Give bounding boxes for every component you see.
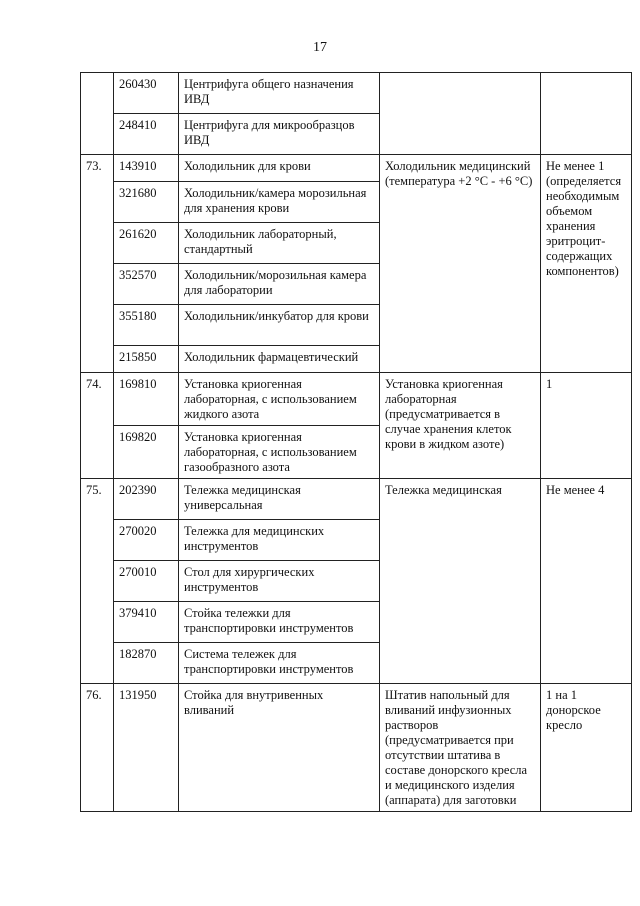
nomenclature-code: 379410: [114, 602, 179, 643]
device-description: Установка криогенная лабораторная (предусматривается в случае хранения клеток крови в жидком азоте): [380, 373, 541, 479]
device-name: Тележка для медицинских инструментов: [179, 520, 380, 561]
device-name: Установка криогенная лабораторная, с использованием газообразного азота: [179, 426, 380, 479]
nomenclature-code: 260430: [114, 73, 179, 114]
nomenclature-code: 169810: [114, 373, 179, 426]
item-number: 74.: [81, 373, 114, 479]
nomenclature-code: 143910: [114, 155, 179, 182]
device-name: Стол для хирургических инструментов: [179, 561, 380, 602]
device-name: Система тележек для транспортировки инструментов: [179, 643, 380, 684]
device-description: Тележка медицинская: [380, 479, 541, 684]
nomenclature-code: 352570: [114, 264, 179, 305]
device-name: Центрифуга общего назначения ИВД: [179, 73, 380, 114]
nomenclature-code: 261620: [114, 223, 179, 264]
quantity: Не менее 1 (определяется необходимым объемом хранения эритроцит-содержащих компонентов): [541, 155, 632, 373]
device-name: Холодильник фармацевтический: [179, 346, 380, 373]
quantity: 1: [541, 373, 632, 479]
item-number: 76.: [81, 684, 114, 812]
device-description: Холодильник медицинский (температура +2 °С - +6 °С): [380, 155, 541, 373]
device-description: Штатив напольный для вливаний инфузионных растворов (предусматривается при отсутствии штатива в составе донорского кресла и медицинского изделия (аппарата) для заготовки: [380, 684, 541, 812]
nomenclature-code: 202390: [114, 479, 179, 520]
device-description: [380, 73, 541, 155]
nomenclature-code: 131950: [114, 684, 179, 812]
device-name: Установка криогенная лабораторная, с использованием жидкого азота: [179, 373, 380, 426]
nomenclature-code: 355180: [114, 305, 179, 346]
device-name: Холодильник для крови: [179, 155, 380, 182]
device-name: Стойка для внутривенных вливаний: [179, 684, 380, 812]
nomenclature-code: 270020: [114, 520, 179, 561]
nomenclature-code: 215850: [114, 346, 179, 373]
device-name: Центрифуга для микрообразцов ИВД: [179, 114, 380, 155]
nomenclature-code: 182870: [114, 643, 179, 684]
equipment-table: [80, 72, 632, 812]
device-name: Тележка медицинская универсальная: [179, 479, 380, 520]
device-name: Стойка тележки для транспортировки инструментов: [179, 602, 380, 643]
nomenclature-code: 321680: [114, 182, 179, 223]
table-row: [81, 155, 632, 182]
table-row: [81, 684, 632, 812]
nomenclature-code: 248410: [114, 114, 179, 155]
quantity: 1 на 1 донорское кресло: [541, 684, 632, 812]
nomenclature-code: 169820: [114, 426, 179, 479]
item-number: 75.: [81, 479, 114, 684]
item-number: 73.: [81, 155, 114, 373]
quantity: Не менее 4: [541, 479, 632, 684]
device-name: Холодильник лабораторный, стандартный: [179, 223, 380, 264]
nomenclature-code: 270010: [114, 561, 179, 602]
item-number: [81, 73, 114, 155]
table-row: [81, 73, 632, 114]
table-row: [81, 373, 632, 426]
device-name: Холодильник/морозильная камера для лаборатории: [179, 264, 380, 305]
table-row: [81, 479, 632, 520]
device-name: Холодильник/инкубатор для крови: [179, 305, 380, 346]
page-number: 17: [313, 40, 327, 55]
quantity: [541, 73, 632, 155]
device-name: Холодильник/камера морозильная для хранения крови: [179, 182, 380, 223]
